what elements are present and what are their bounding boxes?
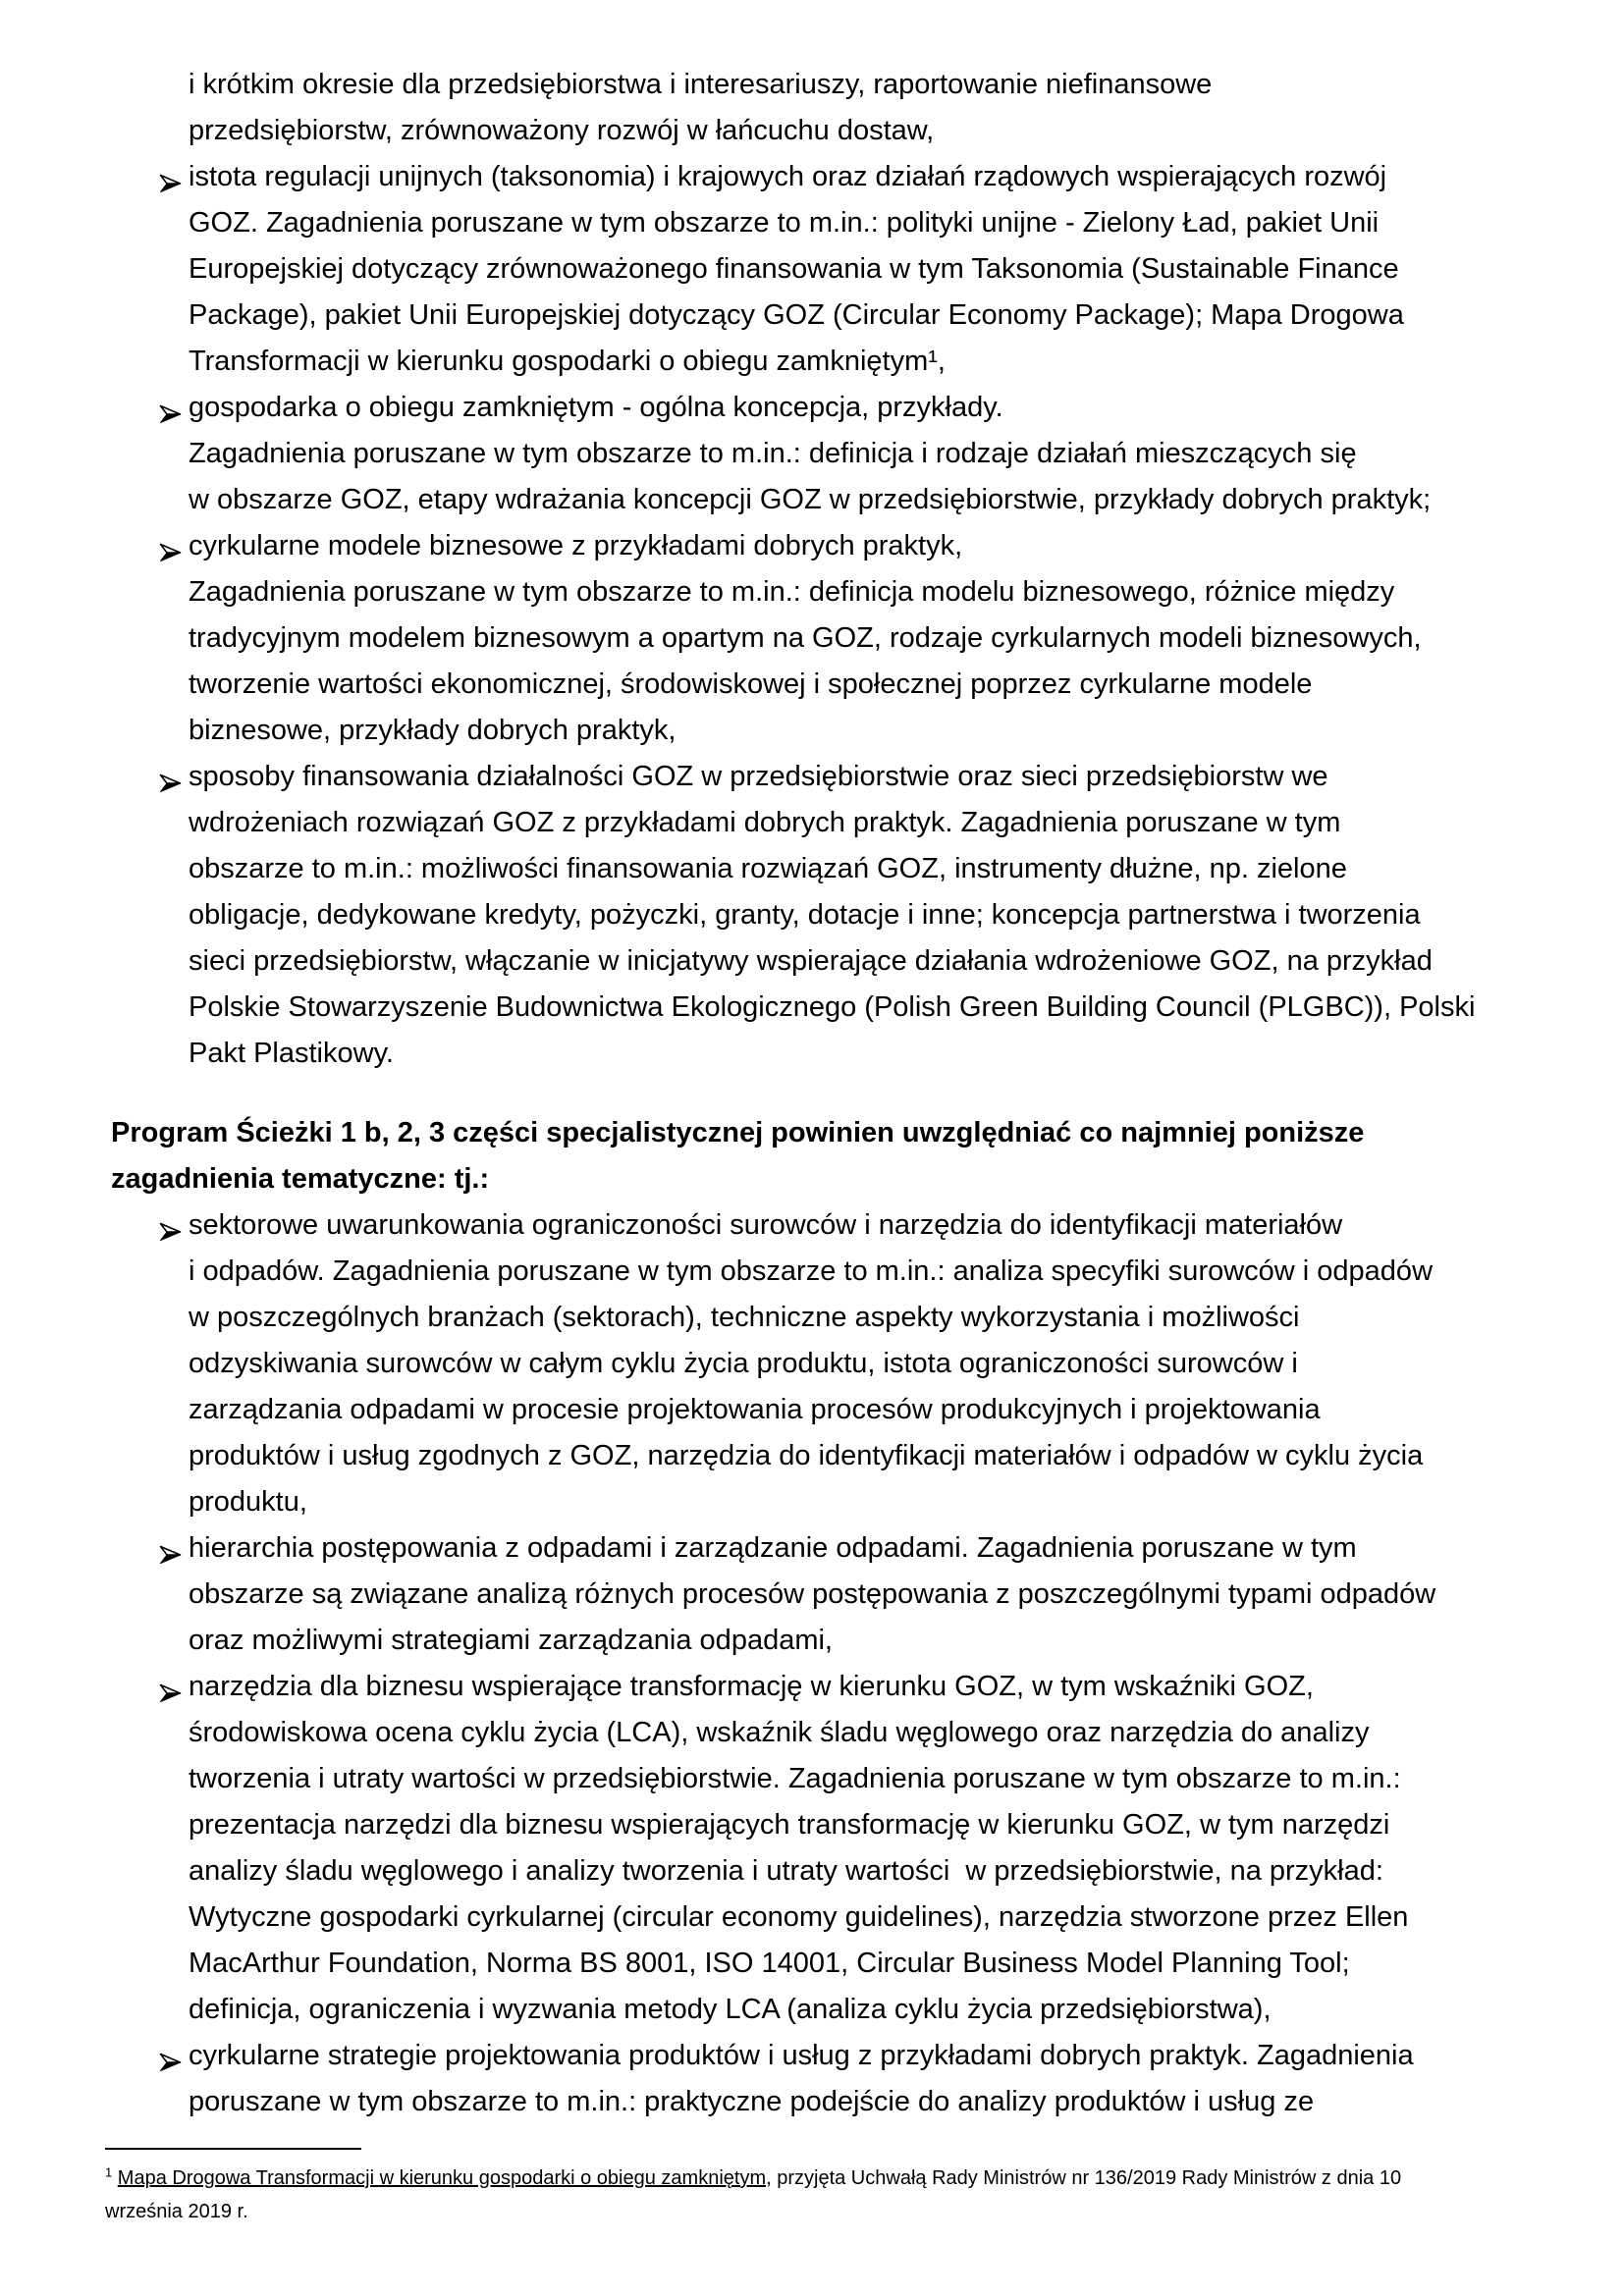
text-line: Package), pakiet Unii Europejskiej dotyczący GOZ (Circular Economy Package); Mapa Drogowa [189,299,1404,331]
text-line: środowiskowa ocena cyklu życia (LCA), wskaźnik śladu węglowego oraz narzędzia do analizy [189,1717,1370,1748]
text-line: sektorowe uwarunkowania ograniczoności surowców i narzędzia do identyfikacji materiałów [189,1209,1343,1241]
text-line: Pakt Plastikowy. [189,1038,394,1069]
bullet-item [0,523,1624,754]
footnote-area [105,2148,1519,2228]
bullet-arrow-icon [159,169,182,188]
text-line: gospodarka o obiegu zamkniętym - ogólna koncepcja, przykłady. [189,392,1003,423]
text-line: obszarze to m.in.: możliwości finansowania rozwiązań GOZ, instrumenty dłużne, np. zielone [189,853,1347,884]
bullet-arrow-icon [159,1540,182,1560]
text-line: i odpadów. Zagadnienia poruszane w tym obszarze to m.in.: analiza specyfiki surowców i odpadów [189,1255,1434,1287]
footnote-reference-rest: , przyjęta Uchwałą Rady Ministrów nr 136/2019 Rady Ministrów z dnia 10 [766,2167,1402,2189]
bullet-item [0,154,1624,385]
document-body [0,62,1624,2125]
text-line: odzyskiwania surowców w całym cyklu życia produktu, istota ograniczoności surowców i [189,1348,1298,1379]
bullet-item [0,1202,1624,1525]
text-line: MacArthur Foundation, Norma BS 8001, ISO 14001, Circular Business Model Planning Tool; [189,1948,1350,1979]
text-line: Europejskiej dotyczący zrównoważonego finansowania w tym Taksonomia (Sustainable Finance [189,253,1399,285]
bullet-arrow-icon [159,538,182,558]
bullet-arrow-icon [159,1217,182,1237]
bullet-arrow-icon [159,400,182,419]
text-line: Zagadnienia poruszane w tym obszarze to m.in.: definicja modelu biznesowego, różnice między [189,576,1395,608]
text-line: Polskie Stowarzyszenie Budownictwa Ekologicznego (Polish Green Building Council (PLGBC)), Polski [189,991,1476,1023]
text-line: Transformacji w kierunku gospodarki o obiegu zamkniętym¹, [189,346,946,377]
footnote-separator [105,2148,361,2150]
text-line: biznesowe, przykłady dobrych praktyk, [189,715,677,746]
bullet-item [0,754,1624,1077]
text-line: Zagadnienia poruszane w tym obszarze to m.in.: definicja i rodzaje działań mieszczących się [189,438,1357,469]
text-line: obligacje, dedykowane kredyty, pożyczki, granty, dotacje i inne; koncepcja partnerstwa i tworzenia [189,899,1421,931]
footnote-marker: 1 [105,2164,113,2180]
text-line: wdrożeniach rozwiązań GOZ z przykładami dobrych praktyk. Zagadnienia poruszane w tym [189,807,1341,838]
text-line: cyrkularne modele biznesowe z przykładami dobrych praktyk, [189,530,963,561]
bullet-item [0,1664,1624,2033]
bullet-item [0,2033,1624,2125]
bullet-item [0,1525,1624,1664]
text-line: istota regulacji unijnych (taksonomia) i krajowych oraz działań rządowych wspierających rozwój [189,161,1387,192]
text-line: tradycyjnym modelem biznesowym a opartym na GOZ, rodzaje cyrkularnych modeli biznesowych, [189,622,1422,654]
text-line: Program Ścieżki 1 b, 2, 3 części specjalistycznej powinien uwzględniać co najmniej poniższe [111,1117,1365,1148]
text-line: narzędzia dla biznesu wspierające transformację w kierunku GOZ, w tym wskaźniki GOZ, [189,1671,1314,1702]
text-line: i krótkim okresie dla przedsiębiorstwa i interesariuszy, raportowanie niefinansowe [189,69,1213,100]
text-line: w obszarze GOZ, etapy wdrażania koncepcji GOZ w przedsiębiorstwie, przykłady dobrych praktyk; [189,484,1432,515]
text-line: GOZ. Zagadnienia poruszane w tym obszarze to m.in.: polityki unijne - Zielony Ład, pakiet Unii [189,207,1380,239]
text-line: produktu, [189,1486,307,1518]
text-line: definicja, ograniczenia i wyzwania metody LCA (analiza cyklu życia przedsiębiorstwa), [189,1994,1272,2025]
text-line: przedsiębiorstw, zrównoważony rozwój w łańcuchu dostaw, [189,115,935,146]
text-line: zarządzania odpadami w procesie projektowania procesów produkcyjnych i projektowania [189,1394,1321,1425]
text-line: zagadnienia tematyczne: tj.: [111,1163,490,1195]
bullet-arrow-icon [159,2048,182,2067]
text-line: oraz możliwymi strategiami zarządzania odpadami, [189,1625,833,1656]
text-line: produktów i usług zgodnych z GOZ, narzędzia do identyfikacji materiałów i odpadów w cyklu życia [189,1440,1424,1471]
footnote-line-2: września 2019 r. [105,2201,248,2222]
text-line: obszarze są związane analizą różnych procesów postępowania z poszczególnymi typami odpadów [189,1578,1436,1610]
text-line: w poszczególnych branżach (sektorach), techniczne aspekty wykorzystania i możliwości [189,1302,1300,1333]
text-line: sposoby finansowania działalności GOZ w przedsiębiorstwie oraz sieci przedsiębiorstw we [189,761,1328,792]
paragraph-continuation [189,62,1624,154]
text-line: tworzenia i utraty wartości w przedsiębiorstwie. Zagadnienia poruszane w tym obszarze to m.in.: [189,1763,1401,1794]
text-line: prezentacja narzędzi dla biznesu wspierających transformację w kierunku GOZ, w tym narzędzi [189,1809,1390,1841]
text-line: Wytyczne gospodarki cyrkularnej (circular economy guidelines), narzędzia stworzone przez Ellen [189,1901,1409,1933]
text-line: analizy śladu węglowego i analizy tworzenia i utraty wartości w przedsiębiorstwie, na przykład: [189,1855,1383,1887]
footnote-reference-title[interactable]: Mapa Drogowa Transformacji w kierunku gospodarki o obiegu zamkniętym [117,2167,767,2189]
text-line: hierarchia postępowania z odpadami i zarządzanie odpadami. Zagadnienia poruszane w tym [189,1532,1357,1564]
bullet-arrow-icon [159,769,182,788]
text-line: poruszane w tym obszarze to m.in.: praktyczne podejście do analizy produktów i usług ze [189,2086,1315,2117]
text-line: sieci przedsiębiorstw, włączanie w inicjatywy wspierające działania wdrożeniowe GOZ, na przykład [189,945,1433,977]
text-line: tworzenie wartości ekonomicznej, środowiskowej i społecznej poprzez cyrkularne modele [189,668,1313,700]
bullet-item [0,385,1624,523]
text-line: cyrkularne strategie projektowania produktów i usług z przykładami dobrych praktyk. Zagadnienia [189,2040,1414,2071]
bullet-arrow-icon [159,1679,182,1698]
section-heading [111,1110,1624,1202]
footnote-line-1 [105,2162,1519,2195]
